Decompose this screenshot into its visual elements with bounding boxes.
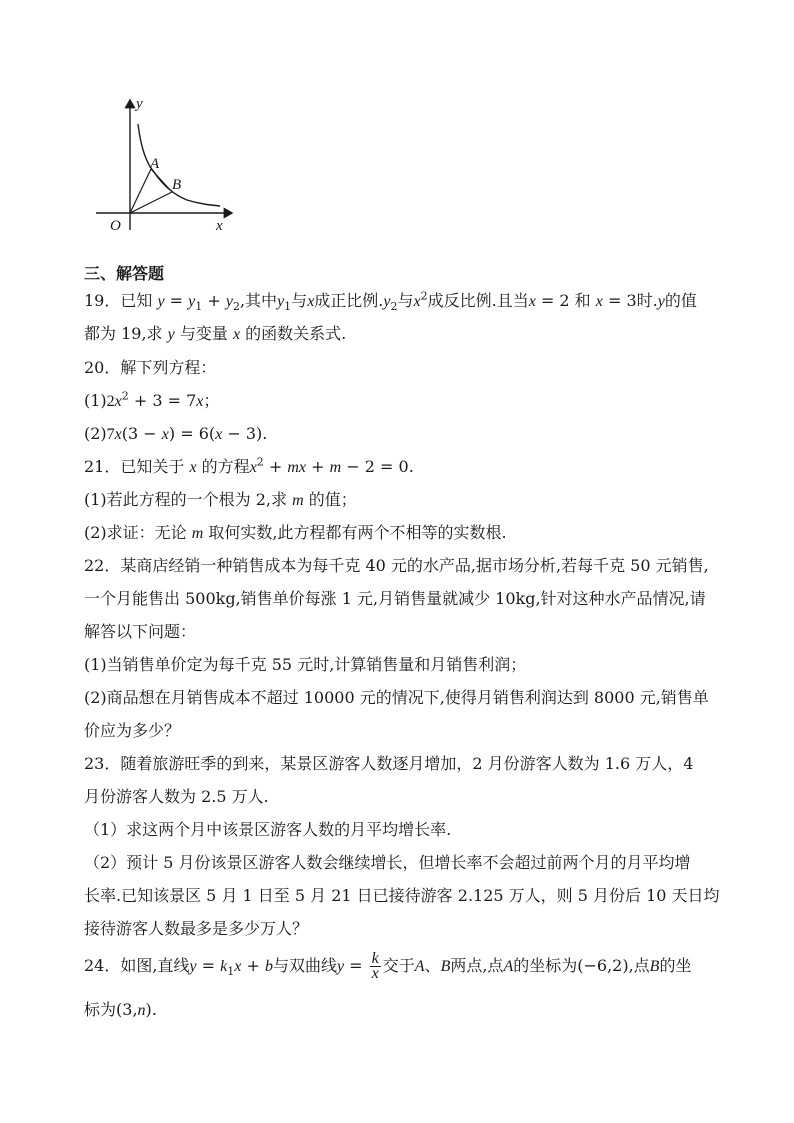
label-a: A [150, 156, 160, 172]
hyperbola-figure [92, 94, 242, 236]
label-x: x [216, 218, 223, 234]
q19-line1: 19．已知 $y = y_1 + y_2$,其中$y_1$与x成正比例$.y_2$与$x^2$成反比例.且当x = 2 和 x = 3时.y的值 [84, 289, 697, 314]
q20-part2: (2)7x(3 − x) = 6(x − 3). [84, 424, 268, 443]
q22-line2: 一个月能售出 500kg,销售单价每涨 1 元,月销售量就减少 10kg,针对这种水产品情况,请 [84, 589, 706, 608]
section-title: 三、解答题 [84, 264, 165, 283]
q24-line2: 标为(3,n). [84, 1000, 157, 1019]
q19-line2: 都为 19,求 y 与变量 x 的函数关系式. [84, 324, 347, 343]
q21-part2: (2)求证：无论 m 取何实数,此方程都有两个不相等的实数根. [84, 523, 507, 542]
q23-line1: 23．随着旅游旺季的到来，某景区游客人数逐月增加，2 月份游客人数为 1.6 万人，4 [84, 754, 694, 773]
q23-line5: 长率.已知该景区 5 月 1 日至 5 月 21 日已接待游客 2.125 万人，则 5 月份后 10 天日均 [84, 886, 720, 905]
q22-line6: 价应为多少？ [84, 721, 181, 740]
q23-line4: （2）预计 5 月份该景区游客人数会继续增长，但增长率不会超过前两个月的月平均增 [84, 853, 691, 872]
q23-line6: 接待游客人数最多是多少万人？ [84, 919, 309, 938]
q20-stem: 20．解下列方程： [84, 358, 217, 377]
label-o: O [110, 218, 121, 234]
q22-line3: 解答以下问题： [84, 622, 197, 641]
segment-ob [130, 192, 172, 213]
q23-line2: 月份游客人数为 2.5 万人. [84, 787, 269, 806]
q21-stem: 21．已知关于 x 的方程$x^2$ + mx + m − 2 = 0. [84, 455, 414, 476]
q24-line1: 24．如图,直线$y = k_1x + b$与双曲线y = $\frac{k}{x}$ 交于A、B两点,点A的坐标为(−6,2),点B的坐 [84, 950, 692, 982]
fraction-k-over-x: $\frac{k}{x}$ [371, 950, 379, 982]
q23-line3: （1）求这两个月中该景区游客人数的月平均增长率. [84, 820, 452, 839]
q22-line1: 22．某商店经销一种销售成本为每千克 40 元的水产品,据市场分析,若每千克 50 元销售, [84, 556, 709, 575]
q21-part1: (1)若此方程的一个根为 2,求 m 的值； [84, 490, 357, 509]
q20-part1: $(1)2x^2 + 3 = 7x$； [84, 389, 220, 410]
label-b: B [172, 177, 182, 193]
segment-oa [130, 169, 151, 213]
q22-line4: (1)当销售单价定为每千克 55 元时,计算销售量和月销售利润； [84, 655, 527, 674]
label-y: y [136, 96, 143, 112]
segment-ab [151, 169, 172, 192]
q22-line5: (2)商品想在月销售成本不超过 10000 元的情况下,使得月销售利润达到 8000 元,销售单 [84, 688, 709, 707]
